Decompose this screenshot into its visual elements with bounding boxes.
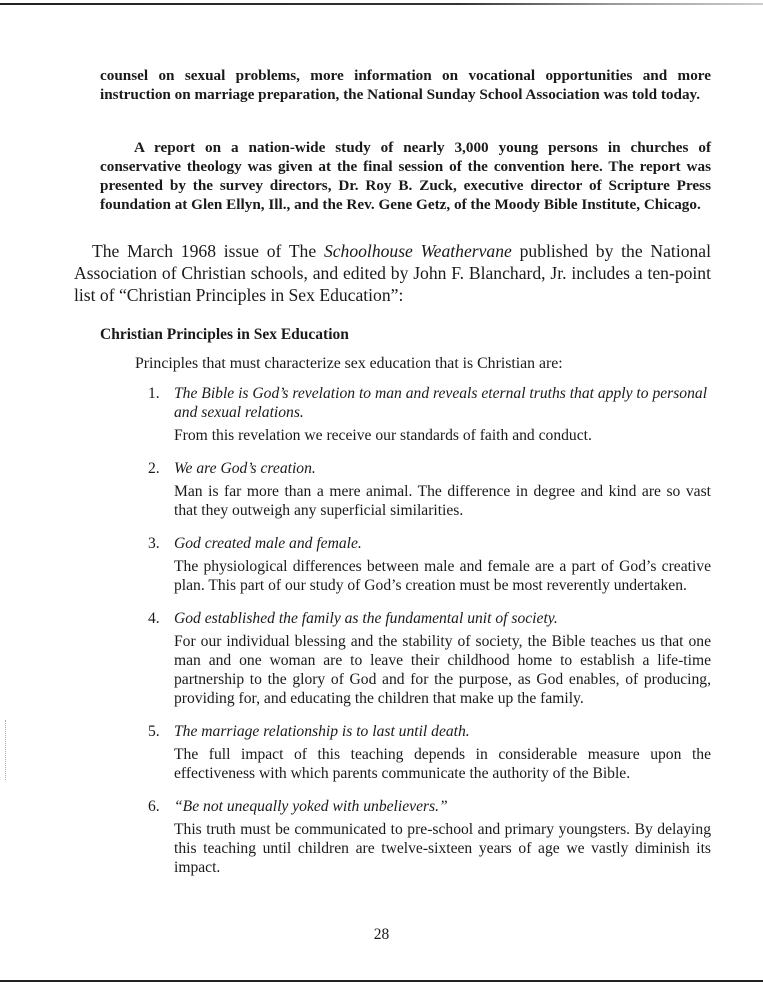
quoted-paragraph-2: A report on a nation-wide study of nearly 3,000 young persons in churches of conservative theology was given at the final session of the convention here. The report was presented by the survey directors, Dr. Roy B. Zuck, executive director of Scripture Press foundation at Glen Ellyn, Ill., and the Rev. Gene Getz, of the Moody Bible Institute, Chicago. (100, 139, 711, 213)
principle-title: The Bible is God’s revelation to man and reveals eternal truths that apply to personal and sexual relations. (174, 385, 708, 421)
section-heading: Christian Principles in Sex Education (100, 326, 349, 343)
principle-body: The full impact of this teaching depends in considerable measure upon the effectiveness with which parents communicate the authority of the Bible. (174, 746, 711, 782)
principle-title: We are God’s creation. (174, 460, 316, 477)
principle-body: For our individual blessing and the stability of society, the Bible teaches us that one man and one woman are to leave their childhood home to establish a life-time partnership to the glory of God and for the purpose, as God enables, of producing, providing for, and educating the children that make up the family. (174, 633, 711, 707)
principle-item (148, 534, 711, 595)
principle-item (148, 384, 711, 445)
principles-list (148, 384, 711, 891)
principle-item (148, 722, 711, 783)
principle-number: 2. (148, 460, 160, 477)
principle-body: This truth must be communicated to pre-school and primary youngsters. By delaying this teaching until children are twelve-sixteen years of age we vastly diminish its impact. (174, 821, 711, 876)
page-number: 28 (373, 926, 390, 943)
principle-title: God established the family as the fundamental unit of society. (174, 610, 558, 627)
intro-text-after: published by the National Association of Christian schools, and edited by John F. Blanchard, Jr. includes a ten-point list of “Christian Principles in Sex Education”: (74, 241, 711, 305)
principle-title: “Be not unequally yoked with unbelievers.” (174, 798, 448, 815)
principle-number: 6. (148, 798, 160, 815)
principle-body: From this revelation we receive our standards of faith and conduct. (174, 427, 592, 444)
principle-item (148, 797, 711, 877)
principle-title: The marriage relationship is to last until death. (174, 723, 470, 740)
principle-body: Man is far more than a mere animal. The difference in degree and kind are so vast that they outweigh any superficial similarities. (174, 483, 711, 519)
principle-item (148, 459, 711, 520)
principle-title: God created male and female. (174, 535, 362, 552)
publication-title: Schoolhouse Weathervane (323, 241, 512, 261)
principle-number: 5. (148, 723, 160, 740)
principle-body: The physiological differences between male and female are a part of God’s creative plan. This part of our study of God’s creation must be most reverently undertaken. (174, 558, 711, 594)
quoted-paragraph-1: counsel on sexual problems, more information on vocational opportunities and more instruction on marriage preparation, the National Sunday School Association was told today. (100, 67, 711, 103)
principle-number: 4. (148, 610, 160, 627)
intro-paragraph (74, 240, 711, 306)
section-lead: Principles that must characterize sex education that is Christian are: (135, 355, 563, 372)
principle-number: 1. (148, 385, 160, 402)
principle-number: 3. (148, 535, 160, 552)
intro-text-before: The March 1968 issue of The (92, 241, 324, 261)
principle-item (148, 609, 711, 708)
bottom-rule (0, 980, 763, 982)
